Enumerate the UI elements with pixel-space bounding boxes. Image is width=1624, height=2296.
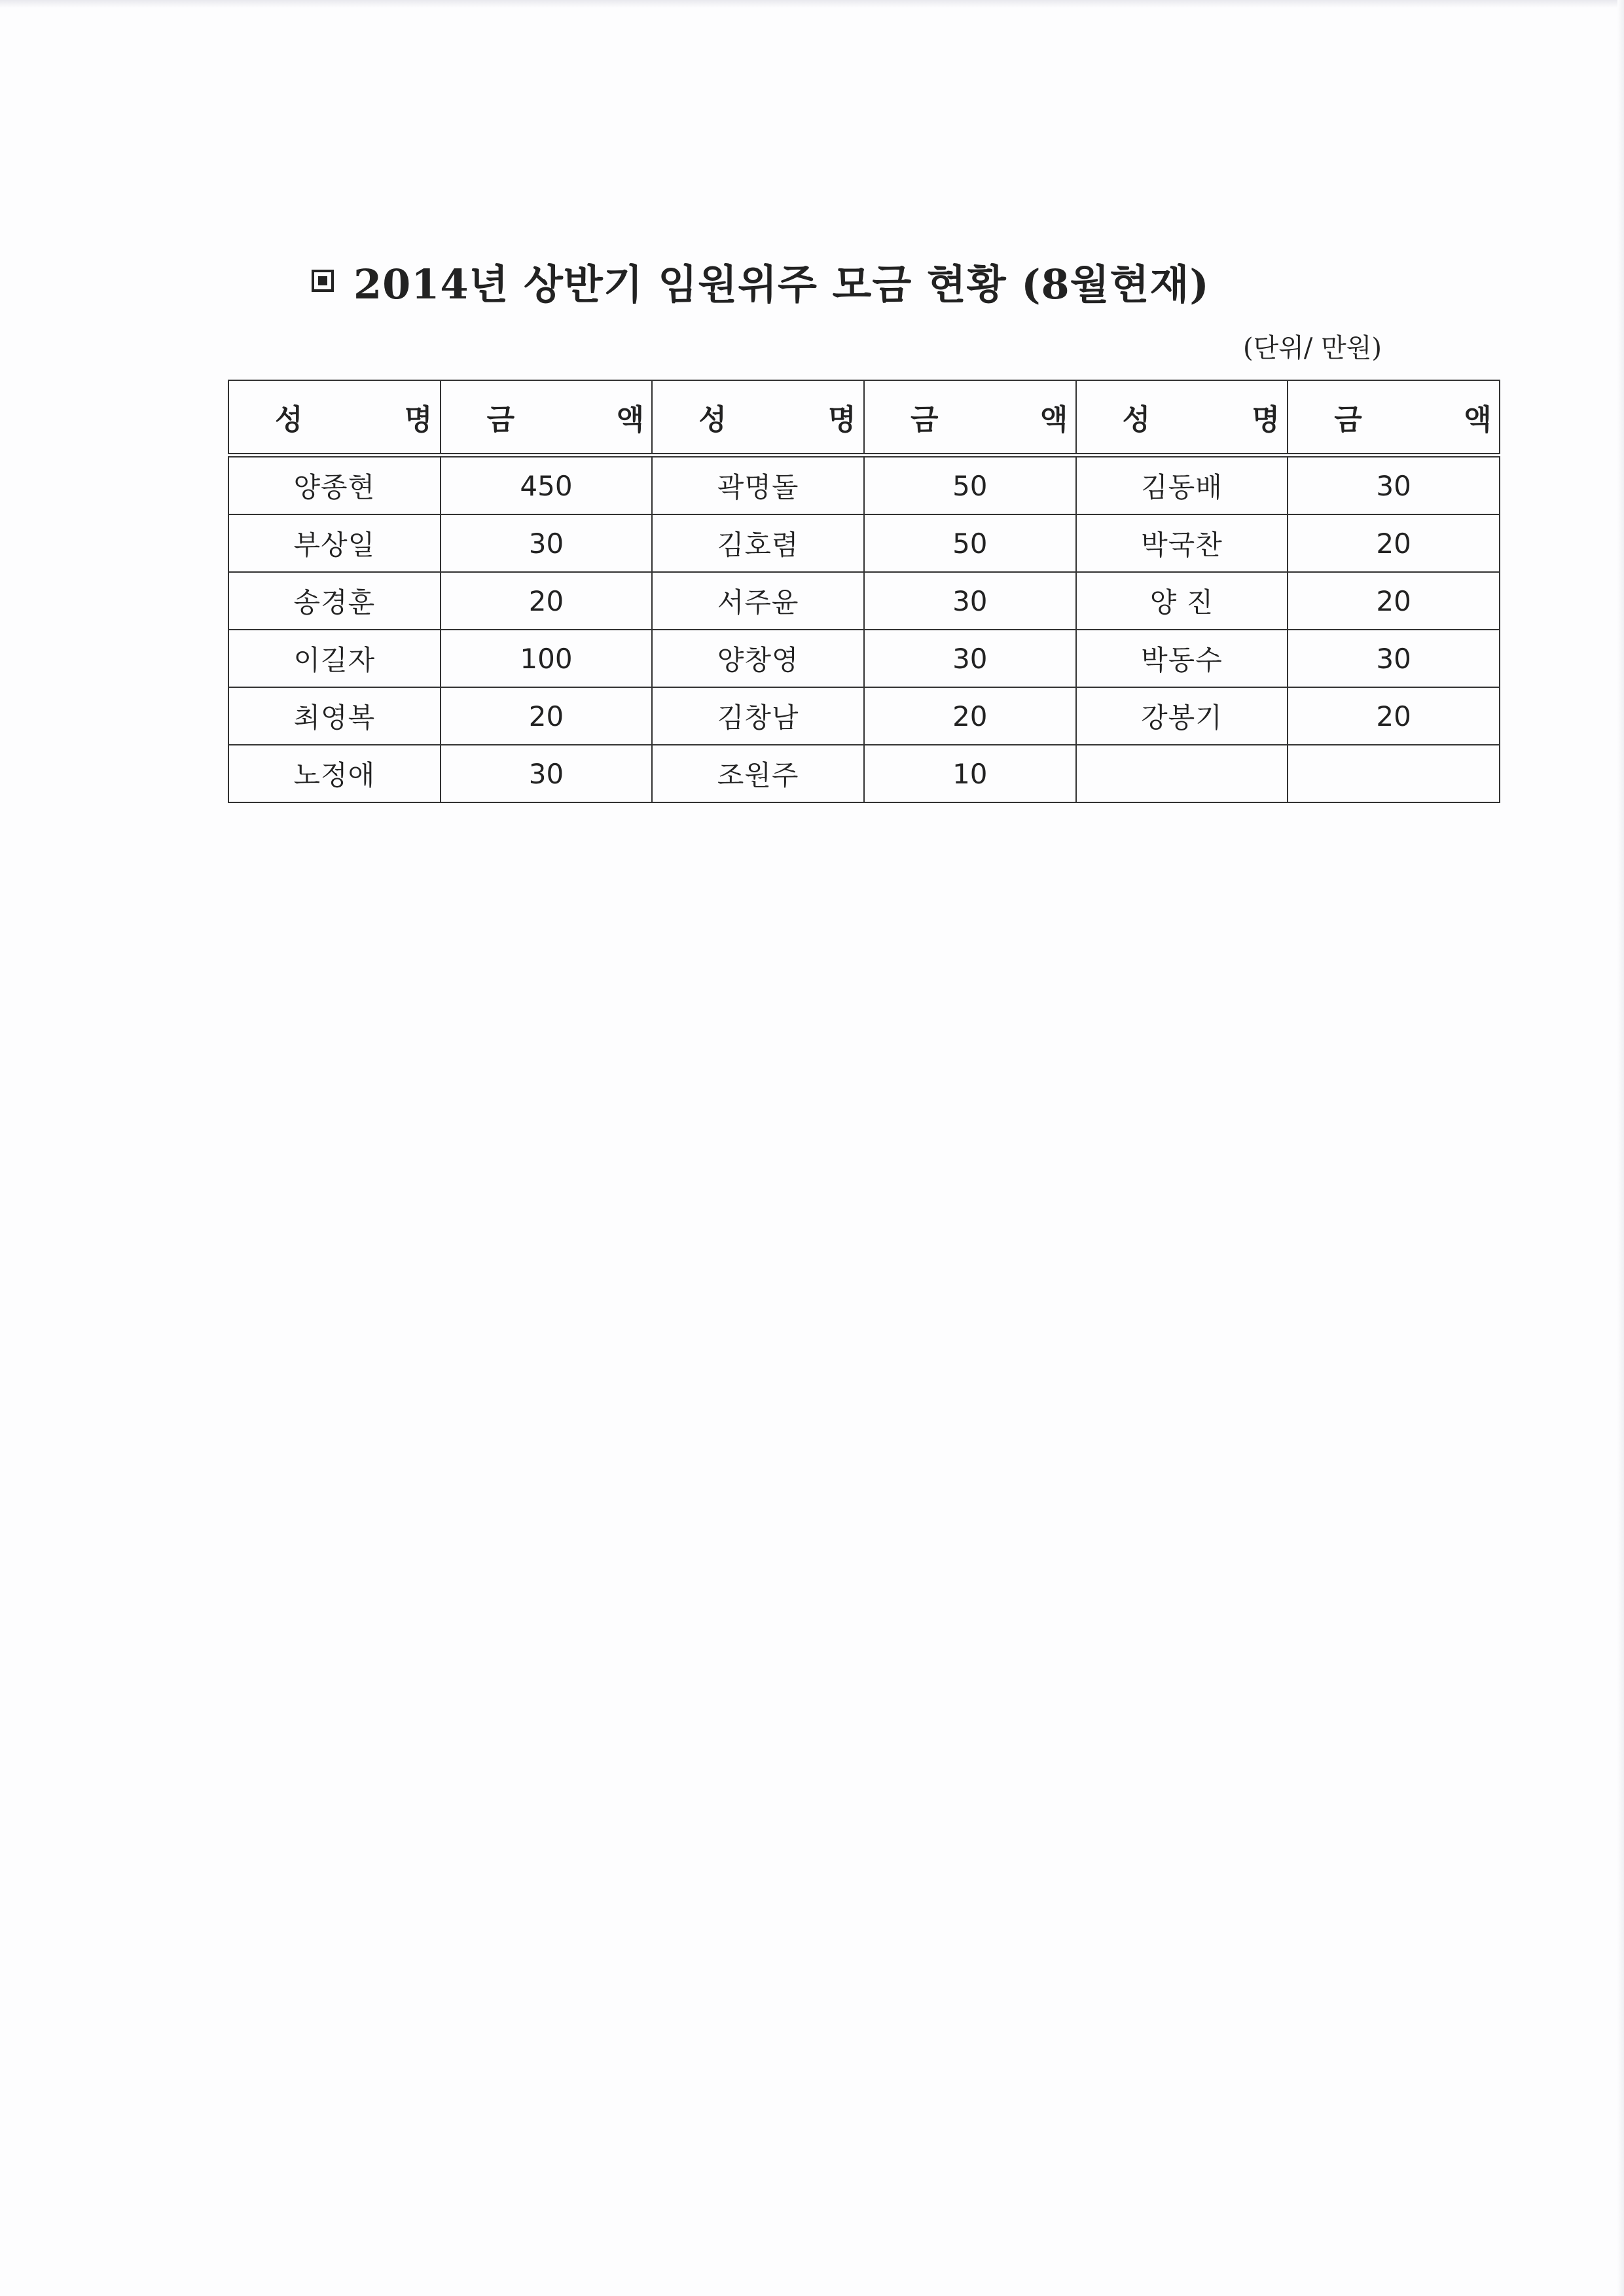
cell-amount-1: 450 [441, 456, 653, 515]
cell-name-2: 양창영 [652, 630, 864, 687]
contribution-table [228, 380, 1538, 803]
scan-top-edge [0, 0, 1624, 8]
cell-amount-2: 20 [864, 687, 1076, 745]
cell-name-3: 김동배 [1076, 456, 1288, 515]
cell-name-2: 조원주 [652, 745, 864, 802]
document-title [312, 251, 1210, 310]
header-name-1: 성 명 [228, 380, 441, 456]
cell-amount-2: 50 [864, 456, 1076, 515]
table-row [228, 514, 1500, 572]
cell-amount-3: 20 [1288, 572, 1500, 630]
cell-amount-3: 30 [1288, 456, 1500, 515]
cell-amount-3 [1288, 745, 1500, 802]
cell-amount-1: 30 [441, 514, 653, 572]
cell-name-3: 박국찬 [1076, 514, 1288, 572]
cell-name-2: 김창남 [652, 687, 864, 745]
cell-amount-1: 30 [441, 745, 653, 802]
cell-amount-2: 50 [864, 514, 1076, 572]
header-amount-1: 금 액 [441, 380, 653, 456]
cell-name-1: 최영복 [228, 687, 441, 745]
unit-note: (단위/ 만원) [1243, 333, 1382, 363]
cell-name-2: 곽명돌 [652, 456, 864, 515]
cell-name-2: 서주윤 [652, 572, 864, 630]
table-header-row [228, 380, 1500, 456]
cell-amount-2: 30 [864, 572, 1076, 630]
table-row [228, 572, 1500, 630]
cell-amount-3: 20 [1288, 514, 1500, 572]
cell-amount-2: 10 [864, 745, 1076, 802]
cell-amount-3: 20 [1288, 687, 1500, 745]
header-name-2: 성 명 [652, 380, 864, 456]
table-body [228, 456, 1500, 803]
header-amount-2: 금 액 [864, 380, 1076, 456]
cell-name-1: 노정애 [228, 745, 441, 802]
cell-name-3: 양 진 [1076, 572, 1288, 630]
cell-name-3: 박동수 [1076, 630, 1288, 687]
table-row [228, 745, 1500, 802]
scan-right-edge [1617, 0, 1624, 2296]
cell-amount-3: 30 [1288, 630, 1500, 687]
cell-name-2: 김호렴 [652, 514, 864, 572]
header-name-3: 성 명 [1076, 380, 1288, 456]
header-amount-3: 금 액 [1288, 380, 1500, 456]
square-bullet-icon [312, 270, 334, 292]
cell-name-1: 부상일 [228, 514, 441, 572]
cell-amount-2: 30 [864, 630, 1076, 687]
cell-amount-1: 20 [441, 572, 653, 630]
cell-name-3: 강봉기 [1076, 687, 1288, 745]
cell-amount-1: 20 [441, 687, 653, 745]
cell-name-1: 송경훈 [228, 572, 441, 630]
table-row [228, 687, 1500, 745]
cell-name-3 [1076, 745, 1288, 802]
cell-name-1: 이길자 [228, 630, 441, 687]
table-row [228, 630, 1500, 687]
cell-amount-1: 100 [441, 630, 653, 687]
cell-name-1: 양종현 [228, 456, 441, 515]
document-title-text: 2014년 상반기 임원위주 모금 현황 (8월현재) [353, 260, 1210, 308]
table-row [228, 456, 1500, 515]
